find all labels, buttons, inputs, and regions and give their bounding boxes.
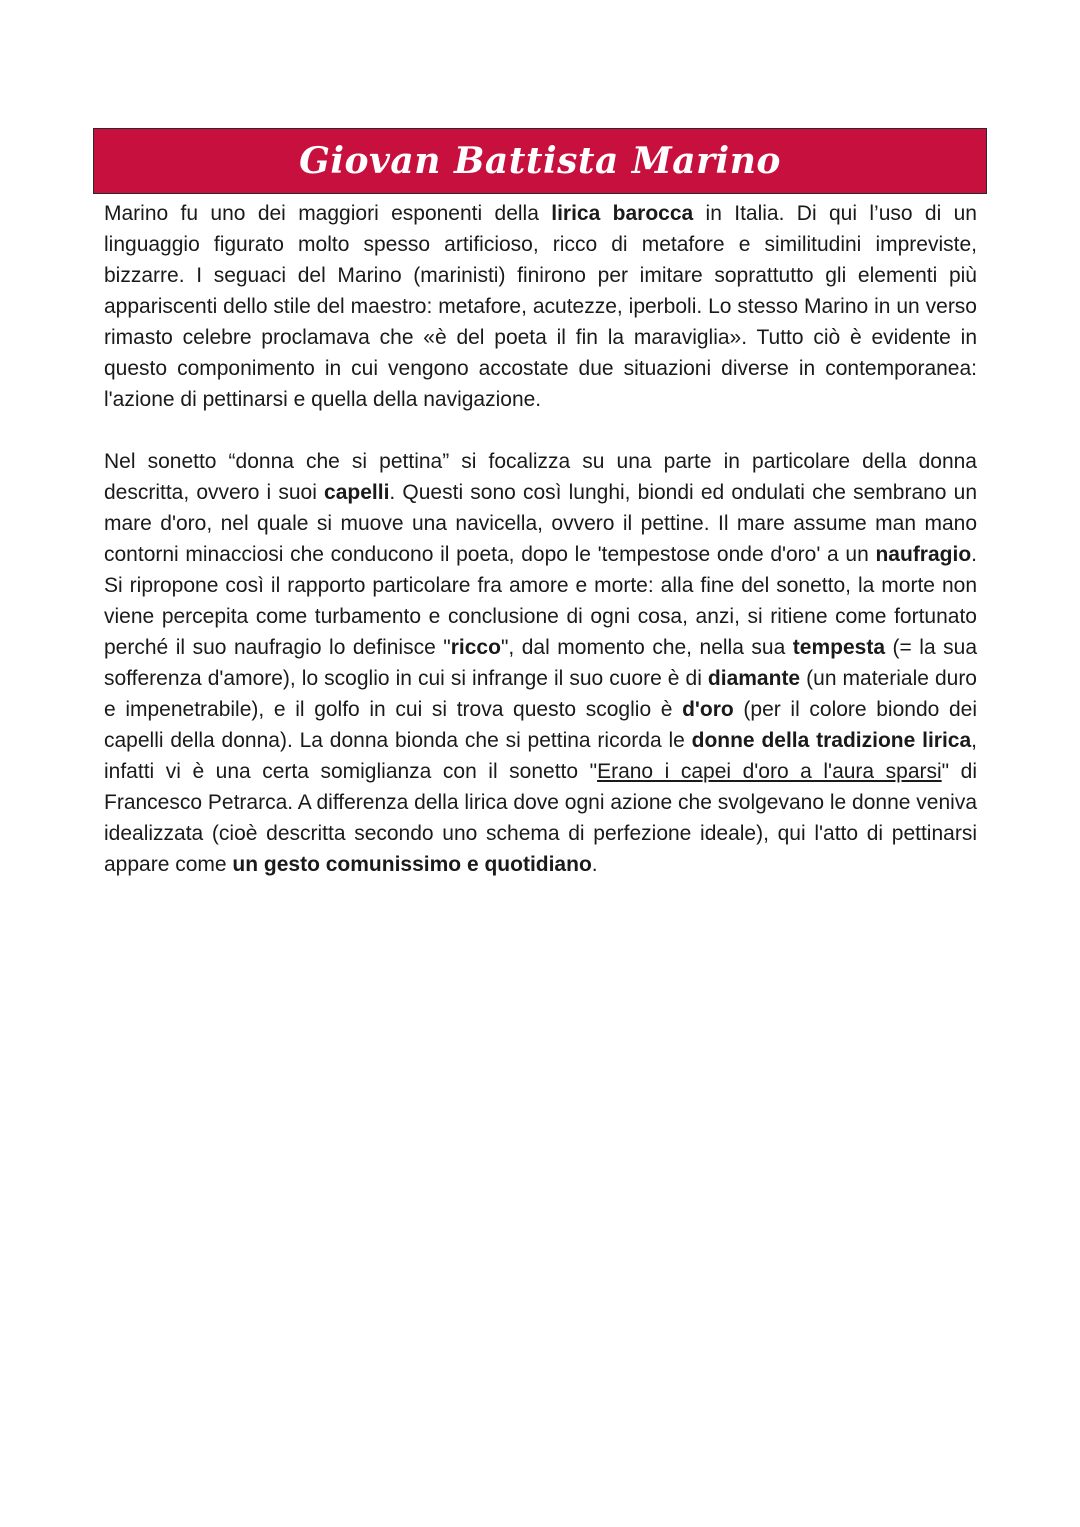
page-title: Giovan Battista Marino bbox=[299, 140, 781, 182]
paragraph-sonnet bbox=[104, 446, 977, 880]
bold-term: capelli bbox=[324, 481, 390, 504]
bold-term: un gesto comunissimo e quotidiano bbox=[232, 853, 592, 876]
bold-term: tempesta bbox=[792, 636, 885, 659]
text-segment: (un materiale duro e impenetrabile), e il golfo in cui si trova questo scoglio è bbox=[104, 667, 977, 721]
title-banner bbox=[93, 128, 987, 194]
text-segment: . Questi sono così lunghi, biondi ed ondulati che sembrano un mare d'oro, nel quale si muove una navicella, ovvero il pettine. Il mare assume man mano contorni minacciosi che conducono il poeta, dopo le 'tempestose onde d'oro' a un bbox=[104, 481, 977, 566]
bold-term: donne della tradizione lirica bbox=[691, 729, 972, 752]
bold-term: d'oro bbox=[682, 698, 734, 721]
text-segment: " di Francesco Petrarca. A differenza della lirica dove ogni azione che svolgevano le donne veniva idealizzata (cioè descritta secondo uno schema di perfezione ideale), qui l'atto di pettinarsi appare come bbox=[104, 760, 978, 876]
paragraph-intro bbox=[104, 198, 977, 415]
text-segment: (per il colore biondo dei capelli della donna). La donna bionda che si pettina ricorda le bbox=[104, 698, 977, 752]
bold-term: ricco bbox=[450, 636, 501, 659]
text-segment: (= la sua sofferenza d'amore), lo scoglio in cui si infrange il suo cuore è di bbox=[104, 636, 978, 690]
document-body bbox=[104, 198, 977, 880]
bold-term: diamante bbox=[707, 667, 801, 690]
sonnet-title-link[interactable]: Erano i capei d'oro a l'aura sparsi bbox=[597, 760, 942, 783]
bold-term: naufragio bbox=[875, 543, 972, 566]
text-segment: . Si ripropone così il rapporto particolare fra amore e morte: alla fine del sonetto, la morte non viene percepita come turbamento e conclusione di ogni cosa, anzi, si ritiene come fortunato perché il suo naufragio lo definisce " bbox=[104, 543, 977, 659]
text-segment: Marino fu uno dei maggiori esponenti della bbox=[104, 202, 552, 225]
text-segment: , infatti vi è una certa somiglianza con il sonetto " bbox=[104, 729, 977, 783]
bold-term: lirica barocca bbox=[551, 202, 694, 225]
text-segment: in Italia. Di qui l’uso di un linguaggio figurato molto spesso artificioso, ricco di metafore e similitudini impreviste, bizzarre. I seguaci del Marino (marinisti) finirono per imitare soprattutto gli elementi più appariscenti dello stile del maestro: metafore, acutezze, iperboli. Lo stesso Marino in un verso rimasto celebre proclamava che «è del poeta il fin la maraviglia». Tutto ciò è evidente in questo componimento in cui vengono accostate due situazioni diverse in contemporanea: l'azione di pettinarsi e quella della navigazione. bbox=[104, 202, 977, 411]
text-segment: . bbox=[591, 853, 598, 876]
text-segment: ", dal momento che, nella sua bbox=[500, 636, 793, 659]
text-segment: Nel sonetto “donna che si pettina” si focalizza su una parte in particolare della donna descritta, ovvero i suoi bbox=[104, 450, 977, 504]
